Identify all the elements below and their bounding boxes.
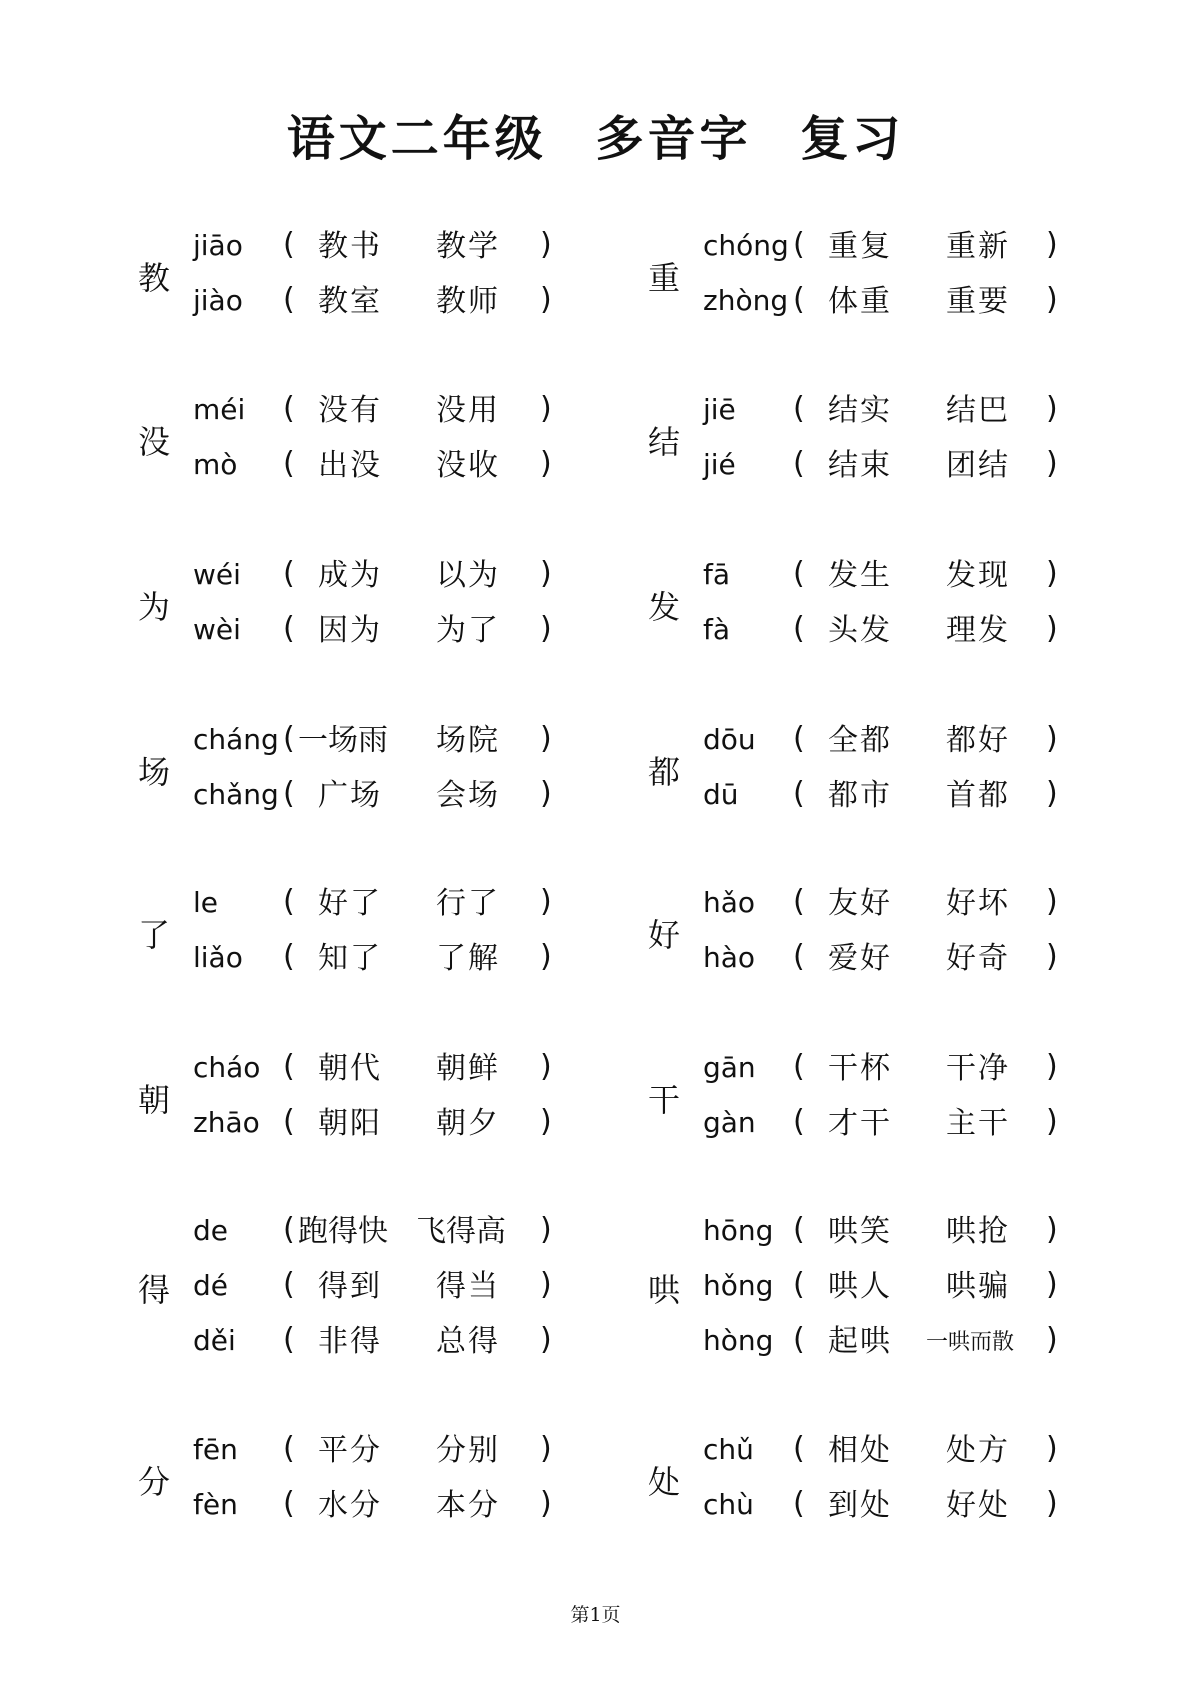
pinyin: cháng — [193, 723, 279, 756]
example-word: 结巴 — [946, 393, 1010, 428]
paren-open: ( — [283, 282, 295, 317]
page-title — [0, 100, 1191, 169]
pinyin: fēn — [193, 1433, 238, 1466]
paren-open: ( — [283, 939, 295, 974]
polyphone-character: 了 — [138, 915, 171, 954]
example-word: 全都 — [828, 723, 892, 758]
example-word: 体重 — [828, 284, 892, 319]
example-word: 处方 — [946, 1433, 1010, 1468]
paren-open: ( — [793, 939, 805, 974]
pinyin: gān — [703, 1051, 756, 1084]
pinyin: dū — [703, 778, 739, 811]
polyphone-character: 场 — [138, 752, 171, 791]
example-word: 为了 — [436, 613, 500, 648]
example-word: 干净 — [946, 1051, 1010, 1086]
example-word: 理发 — [946, 613, 1010, 648]
pinyin: chǎng — [193, 778, 279, 811]
paren-open: ( — [793, 1267, 805, 1302]
example-word: 教学 — [436, 229, 500, 264]
example-word: 团结 — [946, 448, 1010, 483]
paren-open: ( — [283, 1104, 295, 1139]
pinyin: fèn — [193, 1488, 238, 1521]
paren-close: ) — [540, 282, 552, 317]
paren-close: ) — [540, 1322, 552, 1357]
paren-close: ) — [1046, 611, 1058, 646]
paren-open: ( — [283, 776, 295, 811]
example-word: 没用 — [436, 393, 500, 428]
example-word: 总得 — [436, 1324, 500, 1359]
paren-open: ( — [793, 391, 805, 426]
title-part: 复习 — [800, 111, 905, 167]
example-word: 水分 — [318, 1488, 382, 1523]
example-word: 好了 — [318, 886, 382, 921]
paren-close: ) — [1046, 391, 1058, 426]
example-word: 因为 — [318, 613, 382, 648]
paren-open: ( — [793, 1212, 805, 1247]
polyphone-character: 朝 — [138, 1080, 171, 1119]
example-word: 分别 — [436, 1433, 500, 1468]
example-word: 知了 — [318, 941, 382, 976]
paren-close: ) — [1046, 1104, 1058, 1139]
polyphone-character: 处 — [648, 1462, 681, 1501]
example-word: 朝阳 — [318, 1106, 382, 1141]
example-word: 好坏 — [946, 886, 1010, 921]
example-word: 头发 — [828, 613, 892, 648]
pinyin: le — [193, 886, 219, 919]
pinyin: cháo — [193, 1051, 261, 1084]
example-word: 平分 — [318, 1433, 382, 1468]
example-word: 教室 — [318, 284, 382, 319]
polyphone-character: 教 — [138, 258, 171, 297]
pinyin: dé — [193, 1269, 228, 1302]
pinyin: zhāo — [193, 1106, 260, 1139]
paren-close: ) — [540, 227, 552, 262]
example-word: 结束 — [828, 448, 892, 483]
paren-open: ( — [283, 611, 295, 646]
paren-close: ) — [540, 1104, 552, 1139]
paren-close: ) — [540, 611, 552, 646]
paren-open: ( — [283, 391, 295, 426]
paren-close: ) — [1046, 556, 1058, 591]
paren-open: ( — [283, 556, 295, 591]
paren-open: ( — [283, 1486, 295, 1521]
polyphone-character: 发 — [648, 587, 681, 626]
example-word: 没收 — [436, 448, 500, 483]
example-word: 哄笑 — [828, 1214, 892, 1249]
example-word: 首都 — [946, 778, 1010, 813]
example-word: 主干 — [946, 1106, 1010, 1141]
paren-close: ) — [1046, 1212, 1058, 1247]
paren-close: ) — [1046, 282, 1058, 317]
example-word: 到处 — [828, 1488, 892, 1523]
pinyin: mò — [193, 448, 238, 481]
paren-open: ( — [793, 721, 805, 756]
paren-open: ( — [283, 1049, 295, 1084]
example-word: 场院 — [436, 723, 500, 758]
example-word: 了解 — [436, 941, 500, 976]
paren-close: ) — [1046, 1431, 1058, 1466]
example-word: 本分 — [436, 1488, 500, 1523]
pinyin: hōng — [703, 1214, 774, 1247]
pinyin: chù — [703, 1488, 754, 1521]
example-word: 朝鲜 — [436, 1051, 500, 1086]
pinyin: de — [193, 1214, 228, 1247]
polyphone-character: 得 — [138, 1271, 171, 1309]
pinyin: fà — [703, 613, 731, 646]
paren-open: ( — [283, 1212, 295, 1247]
title-part: 语文二年级 — [286, 111, 547, 167]
pinyin: gàn — [703, 1106, 756, 1139]
paren-close: ) — [540, 391, 552, 426]
pinyin: fā — [703, 558, 731, 591]
paren-close: ) — [1046, 1322, 1058, 1357]
example-word: 非得 — [318, 1324, 382, 1359]
paren-open: ( — [793, 1431, 805, 1466]
paren-close: ) — [1046, 776, 1058, 811]
example-word: 发生 — [828, 558, 892, 593]
paren-open: ( — [283, 1322, 295, 1357]
paren-open: ( — [793, 227, 805, 262]
paren-open: ( — [793, 446, 805, 481]
example-word: 友好 — [828, 886, 892, 921]
polyphone-character: 好 — [648, 915, 681, 954]
polyphone-character: 没 — [138, 422, 171, 461]
pinyin: hòng — [703, 1324, 774, 1357]
example-word: 会场 — [436, 778, 500, 813]
example-word: 好奇 — [946, 941, 1010, 976]
pinyin: méi — [193, 393, 246, 426]
pinyin: jiē — [703, 393, 736, 426]
paren-open: ( — [793, 884, 805, 919]
example-word: 没有 — [318, 393, 382, 428]
example-word: 得当 — [436, 1269, 500, 1304]
polyphone-character: 分 — [138, 1462, 171, 1501]
example-word: 才干 — [828, 1106, 892, 1141]
example-word: 以为 — [436, 558, 500, 593]
example-word: 爱好 — [828, 941, 892, 976]
example-word: 一哄而散 — [926, 1330, 1015, 1355]
paren-close: ) — [1046, 1049, 1058, 1084]
pinyin: hǎo — [703, 886, 756, 919]
example-word: 跑得快 — [298, 1214, 388, 1249]
pinyin: liǎo — [193, 941, 243, 974]
paren-close: ) — [540, 1486, 552, 1521]
example-word: 相处 — [828, 1433, 892, 1468]
polyphone-character: 为 — [138, 587, 171, 626]
example-word: 重新 — [946, 229, 1010, 264]
paren-close: ) — [540, 776, 552, 811]
pinyin: jiào — [193, 284, 243, 317]
example-word: 好处 — [946, 1488, 1010, 1523]
example-word: 哄抢 — [946, 1214, 1010, 1249]
paren-close: ) — [1046, 939, 1058, 974]
polyphone-character: 干 — [648, 1080, 681, 1119]
paren-open: ( — [283, 1267, 295, 1302]
pinyin: hǒng — [703, 1269, 774, 1302]
pinyin: dōu — [703, 723, 756, 756]
example-word: 朝代 — [318, 1051, 382, 1086]
paren-open: ( — [793, 1486, 805, 1521]
paren-open: ( — [793, 282, 805, 317]
example-word: 教书 — [318, 229, 382, 264]
paren-close: ) — [1046, 721, 1058, 756]
title-part: 多音字 — [595, 111, 752, 167]
paren-open: ( — [283, 446, 295, 481]
example-word: 重复 — [828, 229, 892, 264]
example-word: 朝夕 — [436, 1106, 500, 1141]
paren-open: ( — [793, 611, 805, 646]
pinyin: jiāo — [193, 229, 243, 262]
pinyin: chǔ — [703, 1433, 754, 1466]
pinyin: chóng — [703, 229, 789, 262]
paren-open: ( — [793, 1049, 805, 1084]
paren-open: ( — [793, 556, 805, 591]
paren-close: ) — [1046, 1486, 1058, 1521]
example-word: 都市 — [828, 778, 892, 813]
example-word: 教师 — [436, 284, 500, 319]
paren-close: ) — [540, 1431, 552, 1466]
example-word: 成为 — [318, 558, 382, 593]
paren-open: ( — [283, 721, 295, 756]
example-word: 干杯 — [828, 1051, 892, 1086]
example-word: 哄人 — [828, 1269, 892, 1304]
pinyin: zhòng — [703, 284, 789, 317]
pinyin: jié — [703, 448, 736, 481]
paren-open: ( — [283, 884, 295, 919]
polyphone-character: 重 — [648, 258, 681, 297]
example-word: 得到 — [318, 1269, 382, 1304]
example-word: 飞得高 — [416, 1214, 506, 1249]
paren-close: ) — [540, 1267, 552, 1302]
polyphone-character: 结 — [648, 422, 681, 461]
paren-open: ( — [793, 1104, 805, 1139]
paren-close: ) — [540, 721, 552, 756]
paren-close: ) — [1046, 884, 1058, 919]
paren-close: ) — [1046, 1267, 1058, 1302]
paren-open: ( — [793, 776, 805, 811]
pinyin: hào — [703, 941, 756, 974]
polyphone-character: 哄 — [648, 1271, 681, 1309]
example-word: 重要 — [946, 284, 1010, 319]
page-number: 第1页 — [570, 1604, 621, 1626]
paren-close: ) — [540, 1212, 552, 1247]
paren-close: ) — [540, 884, 552, 919]
pinyin: wéi — [193, 558, 241, 591]
paren-close: ) — [1046, 227, 1058, 262]
example-word: 都好 — [946, 723, 1010, 758]
paren-open: ( — [283, 1431, 295, 1466]
example-word: 起哄 — [828, 1324, 892, 1359]
paren-open: ( — [283, 227, 295, 262]
pinyin: děi — [193, 1324, 236, 1357]
paren-close: ) — [540, 939, 552, 974]
polyphone-character: 都 — [648, 752, 681, 791]
paren-close: ) — [540, 446, 552, 481]
pinyin: wèi — [193, 613, 241, 646]
paren-close: ) — [1046, 446, 1058, 481]
example-word: 行了 — [436, 886, 500, 921]
example-word: 发现 — [946, 558, 1010, 593]
paren-close: ) — [540, 1049, 552, 1084]
paren-open: ( — [793, 1322, 805, 1357]
example-word: 一场雨 — [298, 723, 388, 758]
paren-close: ) — [540, 556, 552, 591]
example-word: 哄骗 — [946, 1269, 1010, 1304]
example-word: 结实 — [828, 393, 892, 428]
example-word: 广场 — [318, 778, 382, 813]
example-word: 出没 — [318, 448, 382, 483]
